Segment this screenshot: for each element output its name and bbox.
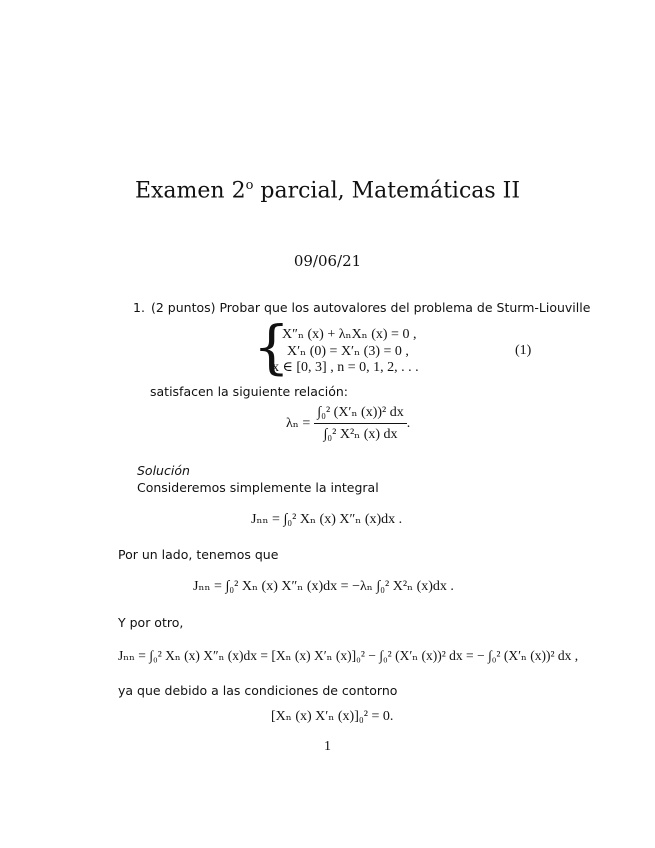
relation-fraction — [314, 404, 407, 443]
relation-denominator: ∫₀² X²ₙ (x) dx — [323, 427, 398, 442]
solution-heading: Solución — [137, 463, 190, 478]
eigenvalue-relation — [286, 404, 410, 443]
page-number: 1 — [324, 739, 331, 754]
system-domain: x ∈ [0, 3] , n = 0, 1, 2, . . . — [272, 360, 419, 375]
system-equation-1: X″ₙ (x) + λₙXₙ (x) = 0 , — [282, 327, 417, 342]
relation-intro: satisfacen la siguiente relación: — [150, 384, 348, 399]
integral-second-evaluation: Jₙₙ = ∫₀² Xₙ (x) X″ₙ (x)dx = [Xₙ (x) X′ₙ (x)]₀² − ∫₀² (X′ₙ (x))² dx = − ∫₀² (X′ₙ (x))² dx , — [118, 648, 579, 663]
boundary-term: [Xₙ (x) X′ₙ (x)]₀² = 0. — [271, 709, 394, 724]
exam-date: 09/06/21 — [293, 252, 362, 270]
relation-lhs: λₙ = — [286, 416, 311, 431]
integral-definition: Jₙₙ = ∫₀² Xₙ (x) X″ₙ (x)dx . — [251, 512, 403, 527]
solution-line-4: ya que debido a las condiciones de contorno — [118, 683, 398, 698]
equation-number: (1) — [515, 343, 532, 358]
problem-statement: (2 puntos) Probar que los autovalores del problema de Sturm-Liouville — [151, 300, 591, 315]
system-equation-2: X′ₙ (0) = X′ₙ (3) = 0 , — [287, 344, 409, 359]
solution-line-2: Por un lado, tenemos que — [118, 547, 279, 562]
problem-number: 1. — [133, 300, 145, 315]
system-brace: { — [253, 313, 290, 381]
relation-numerator: ∫₀² (X′ₙ (x))² dx — [314, 404, 407, 424]
solution-intro: Consideremos simplemente la integral — [137, 480, 379, 495]
page-title: Examen 2$^o$ parcial, Matemáticas II — [134, 178, 521, 204]
relation-end: . — [406, 415, 411, 431]
integral-first-evaluation: Jₙₙ = ∫₀² Xₙ (x) X″ₙ (x)dx = −λₙ ∫₀² X²ₙ (x)dx . — [193, 579, 454, 594]
solution-line-3: Y por otro, — [118, 615, 184, 630]
